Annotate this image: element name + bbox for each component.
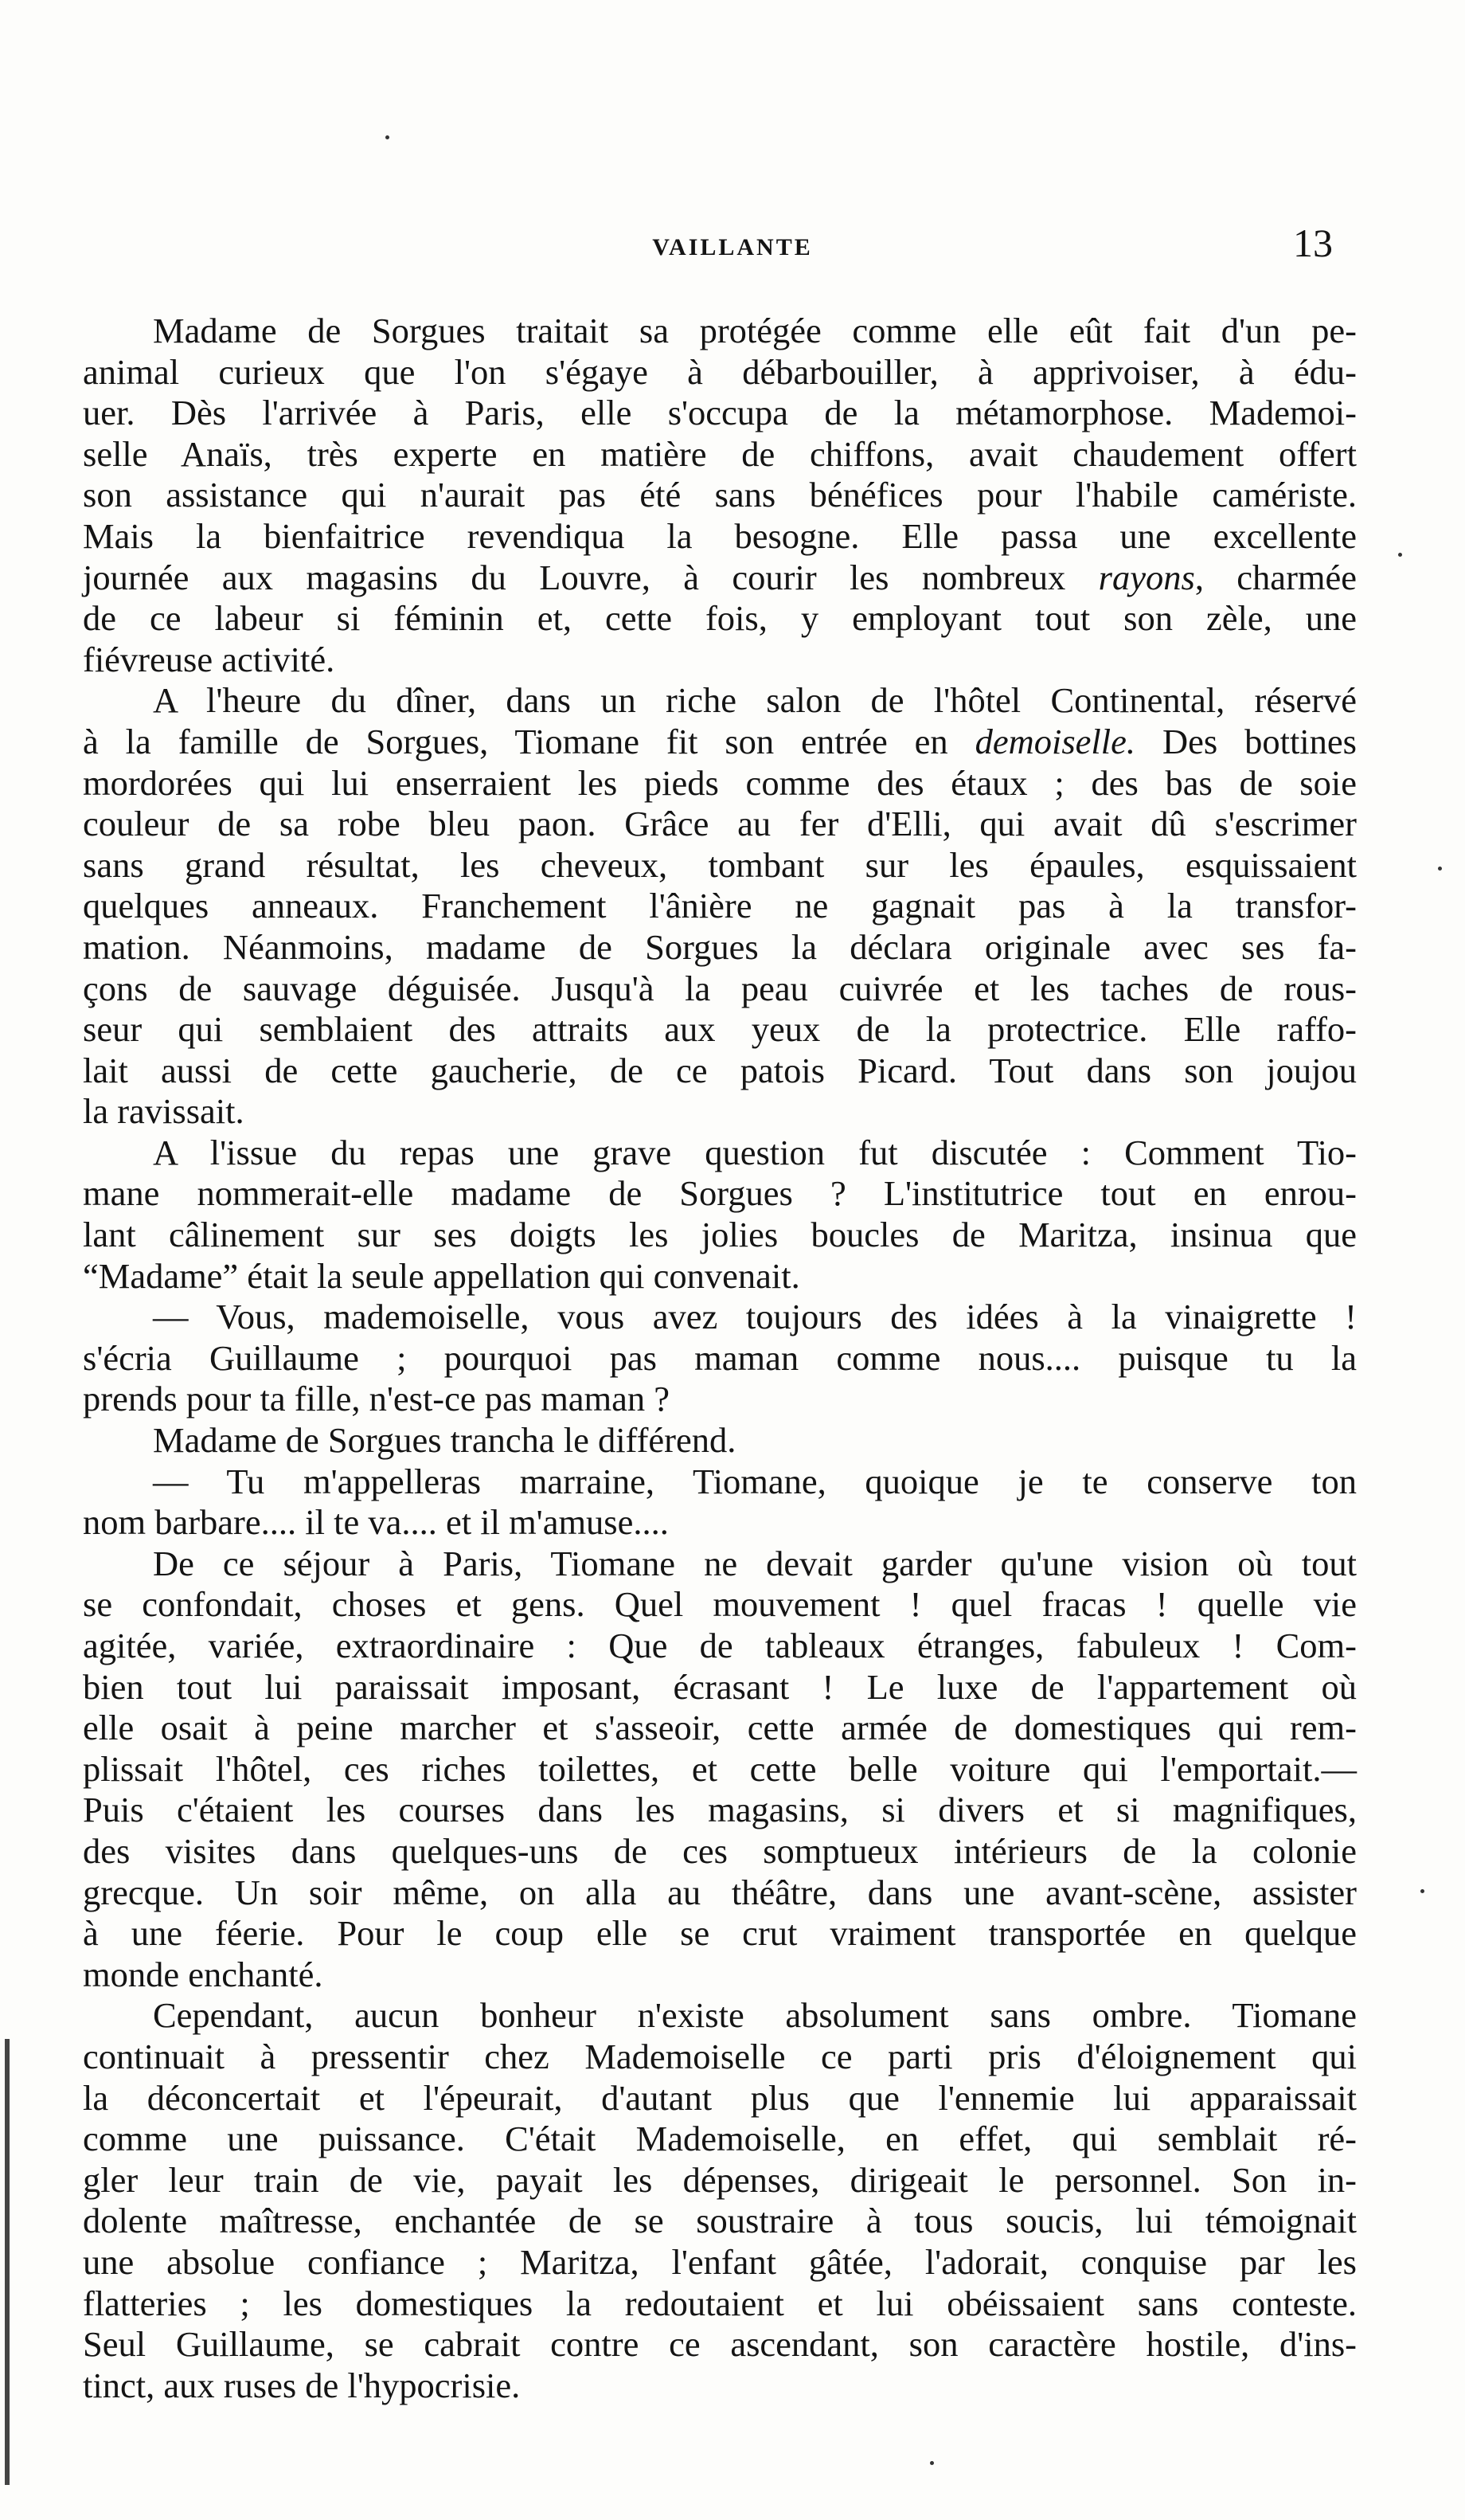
text-line: Madame de Sorgues traitait sa protégée comme elle eût fait d'un pe-	[153, 311, 1357, 350]
paragraph	[83, 1995, 1357, 2406]
text-line: selle Anaïs, très experte en matière de chiffons, avait chaudement offert	[83, 433, 1357, 474]
text-line: nom barbare.... il te va.... et il m'amuse....	[83, 1502, 669, 1543]
text-line: dolente maîtresse, enchantée de se soustraire à tous soucis, lui témoignait	[83, 2201, 1357, 2241]
text-line: se confondait, choses et gens. Quel mouvement ! quel fracas ! quelle vie	[83, 1584, 1357, 1625]
paragraph	[83, 1544, 1357, 1996]
text-line: elle osait à peine marcher et s'asseoir, cette armée de domestiques qui rem-	[83, 1708, 1357, 1748]
italic-word: rayons	[1098, 557, 1195, 597]
text-line: flatteries ; les domestiques la redoutaient et lui obéissaient sans conteste.	[83, 2283, 1357, 2323]
text-segment: , charmée	[1194, 557, 1357, 597]
text-line-mixed	[83, 722, 1357, 763]
text-line: — Tu m'appelleras marraine, Tiomane, quoique je te conserve ton	[153, 1461, 1357, 1501]
text-line: quelques anneaux. Franchement l'ânière ne gagnait pas à la transfor-	[83, 886, 1357, 926]
scan-speck	[930, 2461, 934, 2465]
text-line: son assistance qui n'aurait pas été sans bénéfices pour l'habile camériste.	[83, 475, 1357, 515]
text-line: bien tout lui paraissait imposant, écrasant ! Le luxe de l'appartement où	[83, 1666, 1357, 1707]
text-segment: Des bottines	[1135, 721, 1357, 761]
text-segment: journée aux magasins du Louvre, à courir les nombreux	[83, 557, 1099, 597]
text-line: comme une puissance. C'était Mademoiselle, en effet, qui semblait ré-	[83, 2119, 1357, 2159]
text-line: fiévreuse activité.	[83, 639, 335, 679]
scan-speck	[1438, 867, 1442, 871]
running-title: VAILLANTE	[652, 234, 813, 260]
text-line: monde enchanté.	[83, 1954, 323, 1994]
text-line: mordorées qui lui enserraient les pieds comme des étaux ; des bas de soie	[83, 762, 1357, 803]
text-line: lait aussi de cette gaucherie, de ce patois Picard. Tout dans son joujou	[83, 1050, 1357, 1090]
text-line: couleur de sa robe bleu paon. Grâce au fer d'Elli, qui avait dû s'escrimer	[83, 804, 1357, 844]
text-line: sans grand résultat, les cheveux, tombant sur les épaules, esquissaient	[83, 844, 1357, 885]
text-line: la déconcertait et l'épeurait, d'autant plus que l'ennemie lui apparaissait	[83, 2077, 1357, 2118]
text-line: Puis c'étaient les courses dans les magasins, si divers et si magnifiques,	[83, 1790, 1357, 1830]
text-line: uer. Dès l'arrivée à Paris, elle s'occupa de la métamorphose. Mademoi-	[83, 393, 1357, 433]
text-line: tinct, aux ruses de l'hypocrisie.	[83, 2365, 521, 2405]
text-line: mane nommerait-elle madame de Sorgues ? L'institutrice tout en enrou-	[83, 1173, 1357, 1214]
scan-speck	[1420, 1889, 1424, 1893]
text-line: A l'heure du dîner, dans un riche salon de l'hôtel Continental, réservé	[153, 680, 1357, 721]
text-line: Mais la bienfaitrice revendiqua la besogne. Elle passa une excellente	[83, 515, 1357, 556]
text-line: çons de sauvage déguisée. Jusqu'à la peau cuivrée et les taches de rous-	[83, 968, 1357, 1008]
text-line: lant câlinement sur ses doigts les jolies boucles de Maritza, insinua que	[83, 1215, 1357, 1255]
page-number: 13	[1293, 221, 1333, 265]
text-line-mixed	[83, 558, 1357, 599]
text-line: Seul Guillaume, se cabrait contre ce ascendant, son caractère hostile, d'ins-	[83, 2324, 1357, 2365]
text-line: agitée, variée, extraordinaire : Que de tableaux étranges, fabuleux ! Com-	[83, 1626, 1357, 1665]
body-text	[83, 311, 1357, 2406]
text-line: gler leur train de vie, payait les dépenses, dirigeait le personnel. Son in-	[83, 2159, 1357, 2200]
text-segment: à la famille de Sorgues, Tiomane fit son entrée en	[83, 721, 975, 761]
paragraph	[83, 1462, 1357, 1544]
text-line: plissait l'hôtel, ces riches toilettes, et cette belle voiture qui l'emportait.—	[83, 1748, 1357, 1789]
text-line: “Madame” était la seule appellation qui convenait.	[83, 1255, 800, 1296]
text-line: continuait à pressentir chez Mademoiselle ce parti pris d'éloignement qui	[83, 2036, 1357, 2076]
italic-word: demoiselle.	[975, 721, 1136, 761]
text-line: de ce labeur si féminin et, cette fois, y employant tout son zèle, une	[83, 598, 1357, 639]
scan-speck	[1398, 553, 1402, 557]
text-line: s'écria Guillaume ; pourquoi pas maman comme nous.... puisque tu la	[83, 1337, 1357, 1378]
text-line: Madame de Sorgues trancha le différend.	[153, 1420, 736, 1461]
text-line: animal curieux que l'on s'égaye à débarbouiller, à apprivoiser, à édu-	[83, 351, 1357, 392]
paragraph	[83, 1133, 1357, 1297]
text-line: De ce séjour à Paris, Tiomane ne devait garder qu'une vision où tout	[153, 1543, 1357, 1583]
text-line: des visites dans quelques-uns de ces somptueux intérieurs de la colonie	[83, 1830, 1357, 1871]
text-line: à une féerie. Pour le coup elle se crut vraiment transportée en quelque	[83, 1913, 1357, 1954]
text-line: la ravissait.	[83, 1091, 244, 1132]
text-line: Cependant, aucun bonheur n'existe absolument sans ombre. Tiomane	[153, 1995, 1357, 2036]
running-head	[0, 220, 1465, 268]
text-line: seur qui semblaient des attraits aux yeux de la protectrice. Elle raffo-	[83, 1009, 1357, 1050]
text-line: — Vous, mademoiselle, vous avez toujours des idées à la vinaigrette !	[153, 1297, 1357, 1337]
paragraph	[83, 680, 1357, 1133]
paragraph	[83, 1420, 1357, 1462]
text-line: grecque. Un soir même, on alla au théâtre, dans une avant-scène, assister	[83, 1872, 1357, 1912]
paragraph	[83, 1297, 1357, 1420]
text-line: A l'issue du repas une grave question fut discutée : Comment Tio-	[153, 1132, 1357, 1172]
text-line: une absolue confiance ; Maritza, l'enfant gâtée, l'adorait, conquise par les	[83, 2241, 1357, 2282]
scan-speck	[385, 135, 389, 139]
text-line: mation. Néanmoins, madame de Sorgues la déclara originale avec ses fa-	[83, 926, 1357, 967]
paragraph	[83, 311, 1357, 680]
scan-edge-mark	[5, 2039, 10, 2485]
text-line: prends pour ta fille, n'est-ce pas maman ?	[83, 1379, 670, 1419]
